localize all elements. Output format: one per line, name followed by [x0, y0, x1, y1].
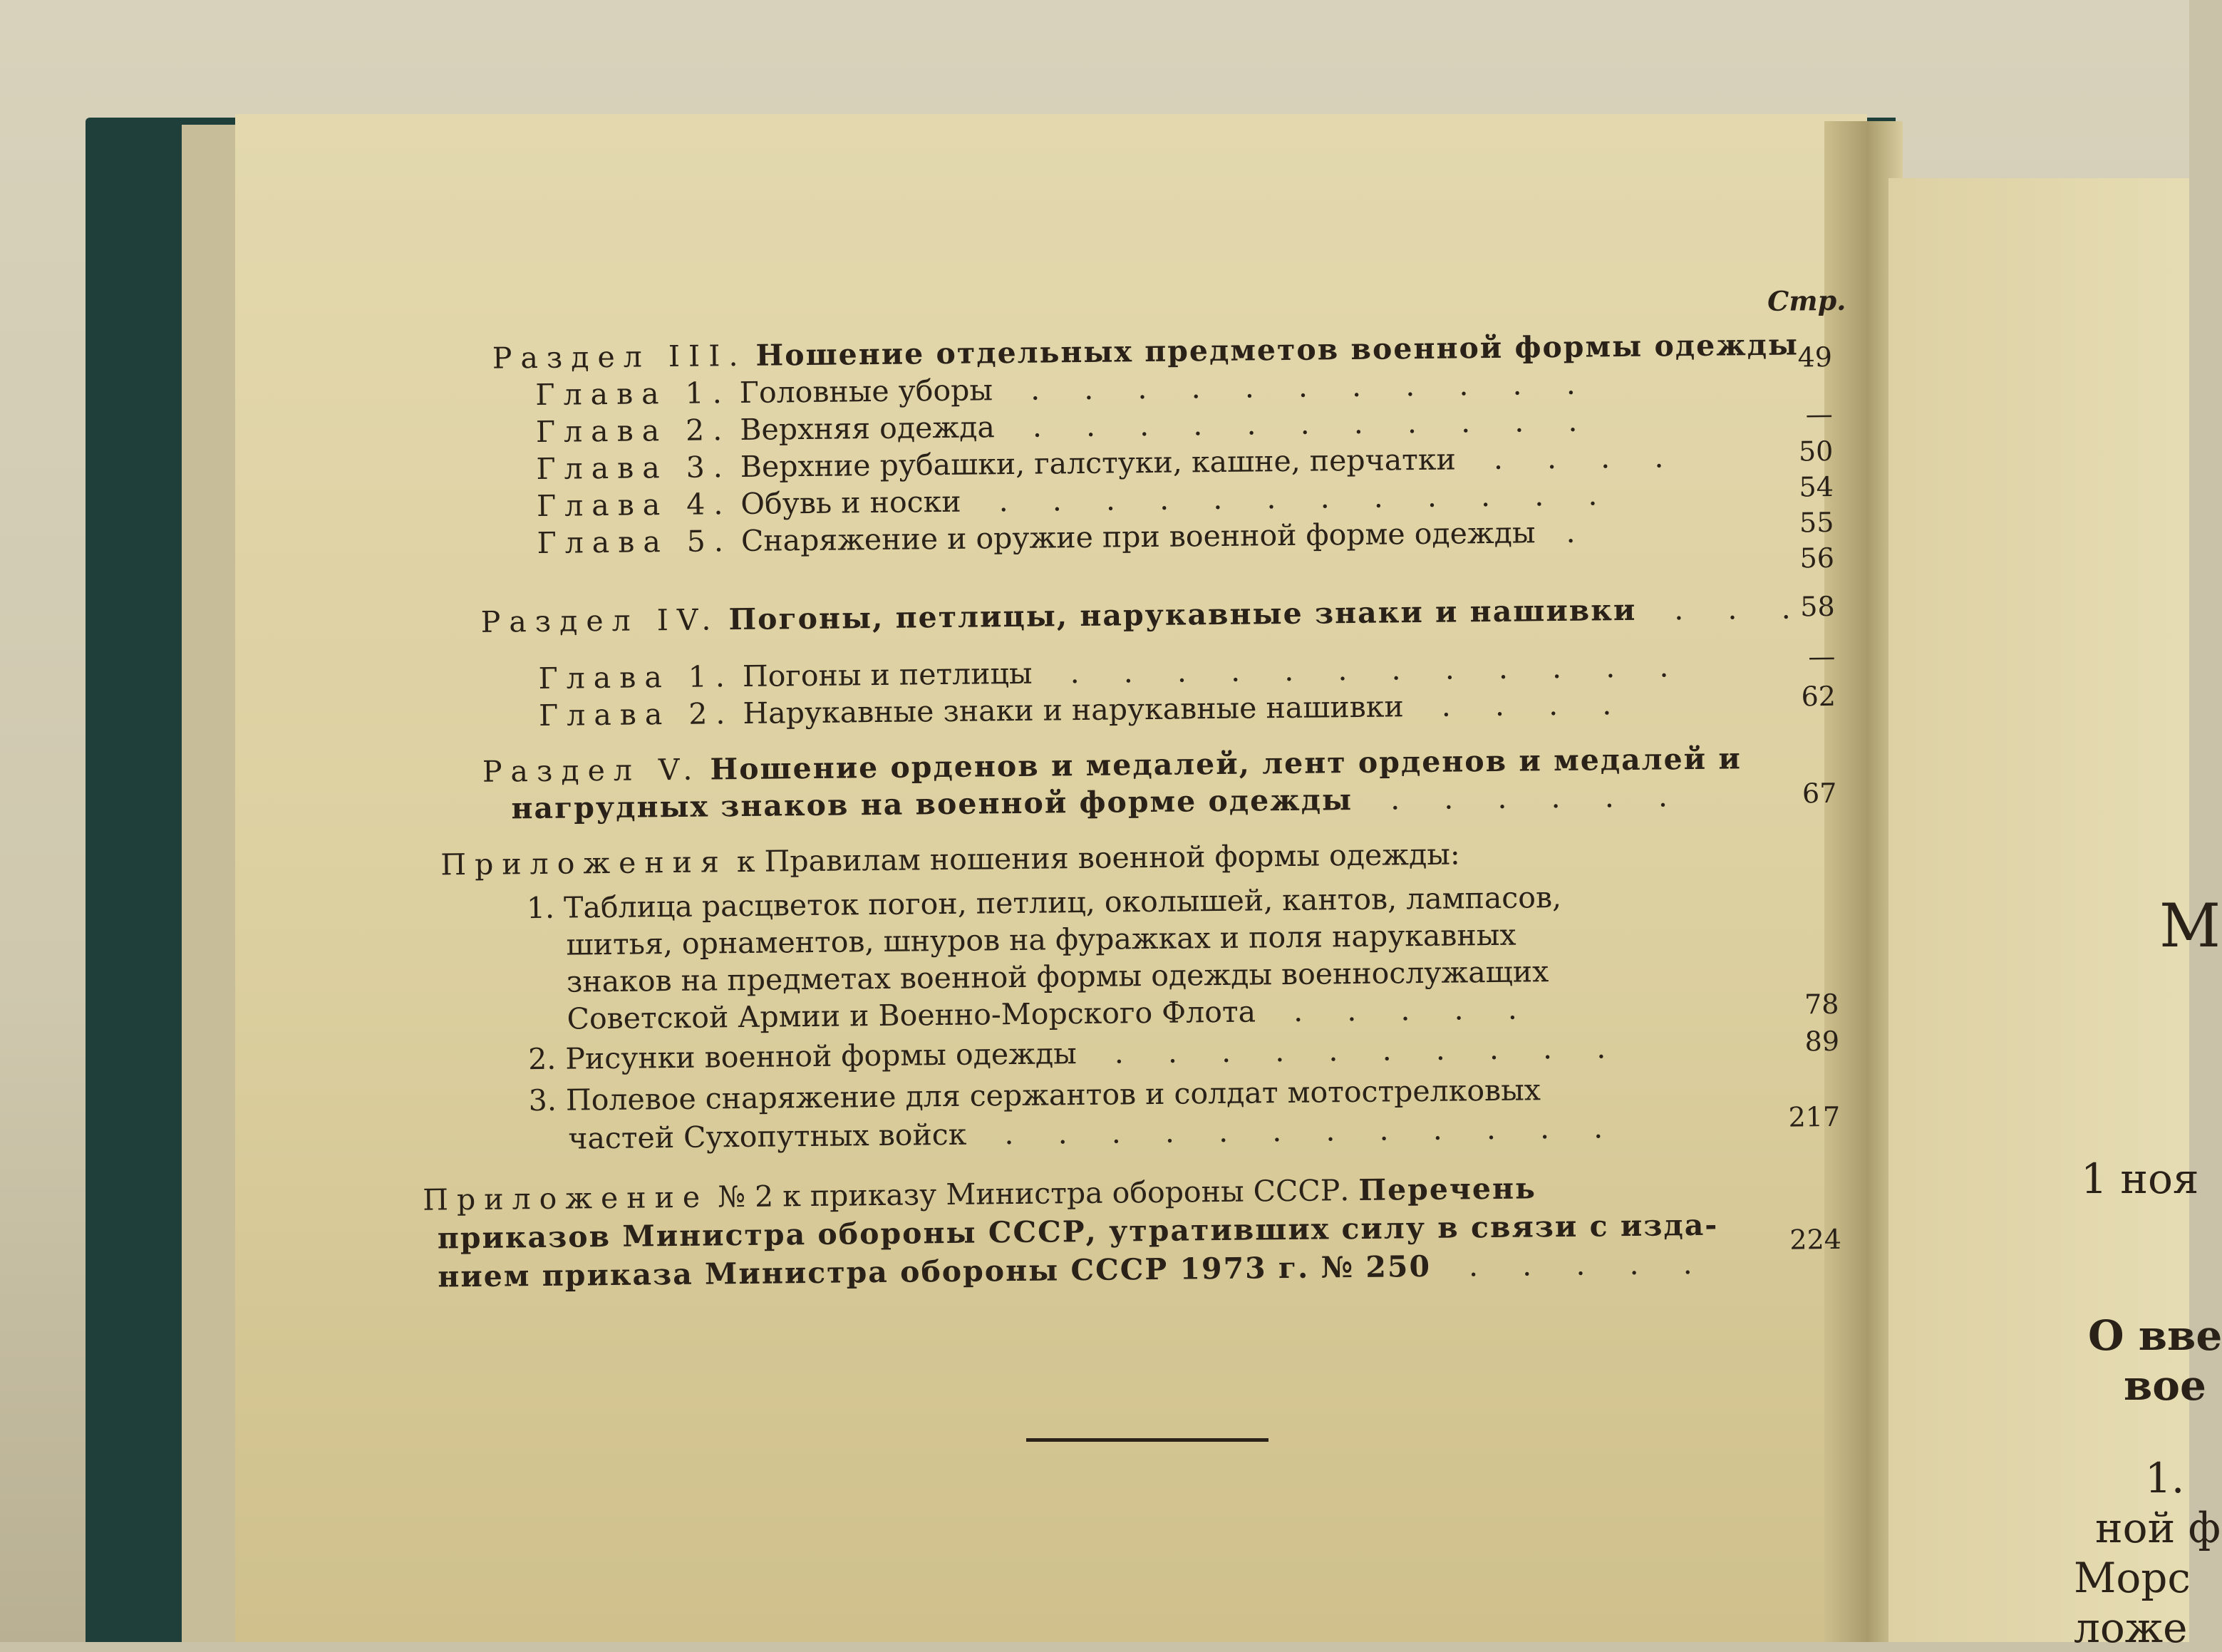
- appendix-item-1-line: Советской Армии и Военно-Морского Флота . . . . .: [567, 991, 1519, 1036]
- chapter-4-1: Глава 1. Погоны и петлицы . . . . . . . . . . . .: [538, 649, 1670, 696]
- chapter-3-1: Глава 1. Головные уборы . . . . . . . . . . .: [535, 366, 1577, 413]
- page-number: 78: [1804, 988, 1839, 1021]
- page-number: 62: [1801, 680, 1836, 713]
- page-number: 58: [1800, 590, 1835, 623]
- appendix-item-1-line: знаков на предметах военной формы одежды военнослужащих: [566, 954, 1549, 999]
- section-4: Раздел IV. Погоны, петлицы, нарукавные знаки и нашивки . . .: [480, 591, 1792, 639]
- chapter-4-2: Глава 2. Нарукавные знаки и нарукавные нашивки . . . .: [538, 687, 1613, 733]
- right-page-fragment: 1.: [2145, 1454, 2185, 1502]
- page-number: —: [1805, 398, 1834, 430]
- chapter-3-5: Глава 5. Снаряжение и оружие при военной форме одежды .: [537, 515, 1577, 560]
- right-page-fragment: О вве: [2088, 1311, 2222, 1360]
- appendix-item-2: 2. Рисунки военной формы одежды . . . . . . . . . .: [527, 1031, 1608, 1077]
- right-page-fragment: вое: [2124, 1361, 2206, 1410]
- chapter-3-3: Глава 3. Верхние рубашки, галстуки, кашне, перчатки . . . .: [536, 440, 1665, 486]
- page-number: 49: [1797, 341, 1833, 373]
- right-page-fragment: 1 ноя: [2081, 1155, 2199, 1203]
- page-number: 55: [1799, 506, 1834, 539]
- right-page-fragment: ложе: [2074, 1604, 2188, 1652]
- closing-rule: [1026, 1438, 1268, 1442]
- order-appendix-line: нием приказа Министра обороны СССР 1973 г. № 250 . . . . .: [438, 1246, 1694, 1294]
- page-number: —: [1808, 640, 1836, 673]
- section-3: Раздел III. Ношение отдельных предметов военной формы одежды: [492, 327, 1799, 376]
- table-of-contents: [399, 284, 1914, 1368]
- chapter-3-2: Глава 2. Верхняя одежда . . . . . . . . . . .: [535, 403, 1579, 449]
- page-number: 89: [1804, 1025, 1840, 1058]
- page-number: 50: [1798, 435, 1834, 468]
- right-page-fragment: М: [2159, 891, 2221, 961]
- page-number: 224: [1789, 1223, 1842, 1256]
- page-number: 56: [1799, 542, 1835, 574]
- page-number: 67: [1802, 777, 1837, 810]
- appendix-heading: Приложения к Правилам ношения военной формы одежды:: [440, 837, 1460, 882]
- right-page-text: [1888, 178, 2222, 1652]
- section-5: Раздел V. Ношение орденов и медалей, лент орденов и медалей и: [482, 741, 1742, 789]
- appendix-item-3-line: частей Сухопутных войск . . . . . . . . . . . .: [568, 1110, 1605, 1156]
- order-appendix: Приложение № 2 к приказу Министра обороны СССР. Перечень: [422, 1171, 1537, 1217]
- page-number: 54: [1799, 470, 1834, 503]
- right-page-fragment: Морс: [2074, 1554, 2191, 1602]
- right-page-fragment: ной ф: [2095, 1504, 2221, 1552]
- appendix-item-3: 3. Полевое снаряжение для сержантов и солдат мотострелковых: [528, 1073, 1541, 1118]
- order-appendix-line: приказов Министра обороны СССР, утративших силу в связи с изда-: [437, 1207, 1719, 1256]
- section-5-cont: нагрудных знаков на военной форме одежды . . . . . .: [511, 779, 1670, 826]
- appendix-item-1: 1. Таблица расцветок погон, петлиц, околышей, кантов, лампасов,: [526, 879, 1562, 926]
- page-number: 217: [1788, 1100, 1841, 1133]
- appendix-item-1-line: шитья, орнаментов, шнуров на фуражках и поля нарукавных: [566, 917, 1516, 962]
- page-column-header: Стр.: [1767, 284, 1846, 317]
- chapter-3-4: Глава 4. Обувь и носки . . . . . . . . . . . .: [536, 477, 1599, 523]
